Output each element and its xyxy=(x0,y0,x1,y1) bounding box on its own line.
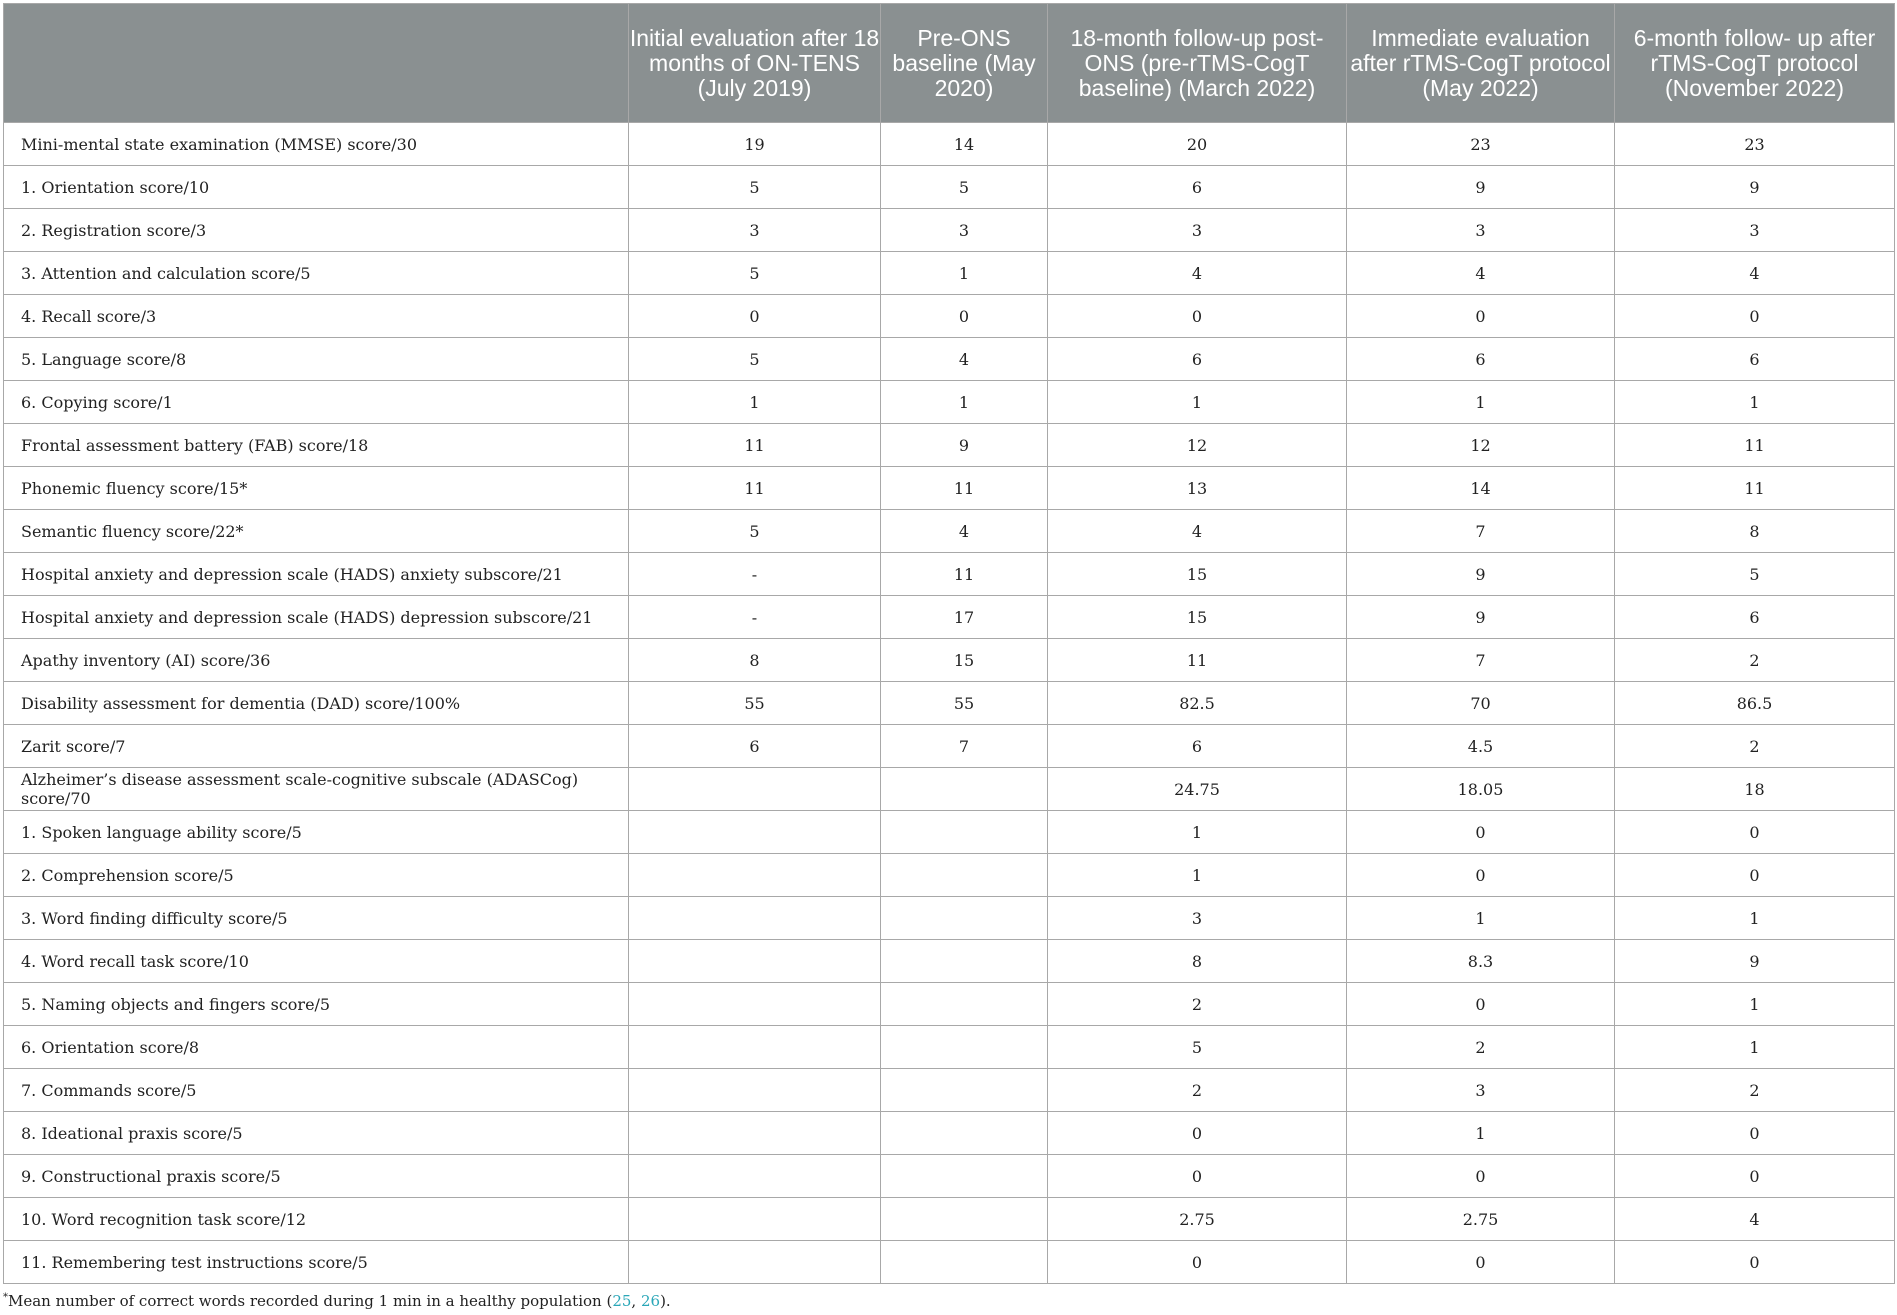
header-cell-timepoint-4: Immediate evaluation after rTMS-CogT protocol (May 2022) xyxy=(1347,4,1615,123)
value-cell: 3 xyxy=(881,209,1048,252)
value-cell: 4 xyxy=(1048,252,1347,295)
row-label-cell: 4. Recall score/3 xyxy=(4,295,629,338)
value-cell: 7 xyxy=(1347,639,1615,682)
value-cell: 55 xyxy=(881,682,1048,725)
row-label-cell: 1. Spoken language ability score/5 xyxy=(4,811,629,854)
value-cell: 1 xyxy=(1048,381,1347,424)
value-cell xyxy=(881,1241,1048,1284)
value-cell: 17 xyxy=(881,596,1048,639)
value-cell: 3 xyxy=(1347,1069,1615,1112)
value-cell: 14 xyxy=(881,123,1048,166)
row-label-cell: Zarit score/7 xyxy=(4,725,629,768)
value-cell: 1 xyxy=(629,381,881,424)
value-cell xyxy=(629,854,881,897)
value-cell: 5 xyxy=(629,166,881,209)
header-cell-timepoint-5: 6-month follow- up after rTMS-CogT protocol (November 2022) xyxy=(1615,4,1895,123)
table-row xyxy=(4,1026,1895,1069)
value-cell: 1 xyxy=(1615,381,1895,424)
value-cell xyxy=(629,940,881,983)
value-cell: 11 xyxy=(881,553,1048,596)
row-label-cell: 6. Orientation score/8 xyxy=(4,1026,629,1069)
value-cell: 0 xyxy=(1615,1155,1895,1198)
value-cell: 3 xyxy=(1048,897,1347,940)
value-cell: - xyxy=(629,596,881,639)
table-row xyxy=(4,897,1895,940)
value-cell: 4 xyxy=(1347,252,1615,295)
row-label-cell: Semantic fluency score/22* xyxy=(4,510,629,553)
value-cell xyxy=(629,983,881,1026)
table-row xyxy=(4,1112,1895,1155)
value-cell xyxy=(629,1069,881,1112)
value-cell xyxy=(881,940,1048,983)
row-label-cell: Hospital anxiety and depression scale (HADS) depression subscore/21 xyxy=(4,596,629,639)
value-cell: 11 xyxy=(881,467,1048,510)
row-label-cell: 6. Copying score/1 xyxy=(4,381,629,424)
footnote-text: Mean number of correct words recorded during 1 min in a healthy population ( xyxy=(8,1292,613,1310)
table-row xyxy=(4,424,1895,467)
value-cell: 5 xyxy=(629,510,881,553)
header-cell-timepoint-1: Initial evaluation after 18 months of ON-TENS (July 2019) xyxy=(629,4,881,123)
row-label-cell: 5. Naming objects and fingers score/5 xyxy=(4,983,629,1026)
row-label-cell: Apathy inventory (AI) score/36 xyxy=(4,639,629,682)
row-label-cell: 2. Registration score/3 xyxy=(4,209,629,252)
value-cell: 8 xyxy=(1048,940,1347,983)
table-row xyxy=(4,682,1895,725)
value-cell: 9 xyxy=(1615,940,1895,983)
value-cell: 6 xyxy=(1615,338,1895,381)
header-cell-timepoint-2: Pre-ONS baseline (May 2020) xyxy=(881,4,1048,123)
table-row xyxy=(4,639,1895,682)
value-cell: 2.75 xyxy=(1347,1198,1615,1241)
value-cell: 18.05 xyxy=(1347,768,1615,811)
value-cell: 0 xyxy=(881,295,1048,338)
value-cell: 11 xyxy=(1615,424,1895,467)
value-cell: 6 xyxy=(629,725,881,768)
value-cell xyxy=(881,1198,1048,1241)
value-cell: 0 xyxy=(1048,1112,1347,1155)
value-cell: 6 xyxy=(1048,725,1347,768)
value-cell xyxy=(881,983,1048,1026)
footnote-closing: ). xyxy=(660,1292,671,1310)
value-cell: 6 xyxy=(1048,166,1347,209)
table-row xyxy=(4,983,1895,1026)
value-cell: 8.3 xyxy=(1347,940,1615,983)
value-cell: 1 xyxy=(1615,1026,1895,1069)
value-cell: 2 xyxy=(1347,1026,1615,1069)
table-row xyxy=(4,725,1895,768)
value-cell: 23 xyxy=(1347,123,1615,166)
value-cell: 0 xyxy=(1347,983,1615,1026)
table-row xyxy=(4,381,1895,424)
value-cell: 8 xyxy=(1615,510,1895,553)
value-cell: 9 xyxy=(1347,596,1615,639)
value-cell: 11 xyxy=(629,467,881,510)
value-cell: 23 xyxy=(1615,123,1895,166)
row-label-cell: Mini-mental state examination (MMSE) score/30 xyxy=(4,123,629,166)
value-cell: 15 xyxy=(881,639,1048,682)
value-cell: 15 xyxy=(1048,553,1347,596)
table-container xyxy=(3,3,1894,1284)
value-cell: - xyxy=(629,553,881,596)
value-cell: 1 xyxy=(881,381,1048,424)
footnote-separator: , xyxy=(631,1292,641,1310)
row-label-cell: 3. Word finding difficulty score/5 xyxy=(4,897,629,940)
value-cell: 9 xyxy=(1347,166,1615,209)
value-cell: 0 xyxy=(1615,1241,1895,1284)
row-label-cell: 7. Commands score/5 xyxy=(4,1069,629,1112)
value-cell: 0 xyxy=(1048,1241,1347,1284)
value-cell xyxy=(881,768,1048,811)
value-cell: 2 xyxy=(1048,983,1347,1026)
row-label-cell: Disability assessment for dementia (DAD) score/100% xyxy=(4,682,629,725)
table-row xyxy=(4,1069,1895,1112)
value-cell xyxy=(881,1155,1048,1198)
value-cell: 5 xyxy=(629,252,881,295)
row-label-cell: 5. Language score/8 xyxy=(4,338,629,381)
table-row xyxy=(4,209,1895,252)
header-cell-timepoint-3: 18-month follow-up post-ONS (pre-rTMS-CogT baseline) (March 2022) xyxy=(1048,4,1347,123)
value-cell xyxy=(881,1069,1048,1112)
row-label-cell: 4. Word recall task score/10 xyxy=(4,940,629,983)
value-cell: 5 xyxy=(1615,553,1895,596)
value-cell: 1 xyxy=(1615,897,1895,940)
value-cell: 4.5 xyxy=(1347,725,1615,768)
value-cell xyxy=(629,811,881,854)
value-cell xyxy=(881,854,1048,897)
table-row xyxy=(4,596,1895,639)
table-row xyxy=(4,811,1895,854)
value-cell: 3 xyxy=(629,209,881,252)
reference-link-26[interactable]: 26 xyxy=(640,1292,661,1310)
value-cell: 0 xyxy=(1347,295,1615,338)
table-row xyxy=(4,940,1895,983)
results-table xyxy=(3,3,1895,1284)
value-cell: 14 xyxy=(1347,467,1615,510)
value-cell: 5 xyxy=(1048,1026,1347,1069)
value-cell: 3 xyxy=(1615,209,1895,252)
value-cell: 2 xyxy=(1615,639,1895,682)
value-cell: 7 xyxy=(1347,510,1615,553)
value-cell xyxy=(629,1155,881,1198)
table-row xyxy=(4,1198,1895,1241)
value-cell: 6 xyxy=(1048,338,1347,381)
value-cell: 2 xyxy=(1048,1069,1347,1112)
row-label-cell: 3. Attention and calculation score/5 xyxy=(4,252,629,295)
row-label-cell: 1. Orientation score/10 xyxy=(4,166,629,209)
value-cell: 0 xyxy=(1347,811,1615,854)
value-cell: 12 xyxy=(1048,424,1347,467)
value-cell: 2.75 xyxy=(1048,1198,1347,1241)
value-cell: 1 xyxy=(1347,1112,1615,1155)
value-cell: 11 xyxy=(1615,467,1895,510)
table-row xyxy=(4,1241,1895,1284)
value-cell: 0 xyxy=(1347,854,1615,897)
value-cell xyxy=(629,1198,881,1241)
row-label-cell: 10. Word recognition task score/12 xyxy=(4,1198,629,1241)
value-cell: 0 xyxy=(1615,295,1895,338)
row-label-cell: 2. Comprehension score/5 xyxy=(4,854,629,897)
value-cell xyxy=(629,1241,881,1284)
value-cell: 1 xyxy=(1615,983,1895,1026)
value-cell: 3 xyxy=(1048,209,1347,252)
table-row xyxy=(4,252,1895,295)
value-cell: 0 xyxy=(1048,1155,1347,1198)
value-cell: 18 xyxy=(1615,768,1895,811)
value-cell: 0 xyxy=(1615,854,1895,897)
footnote xyxy=(3,1292,671,1310)
table-body xyxy=(4,123,1895,1284)
row-label-cell: 11. Remembering test instructions score/5 xyxy=(4,1241,629,1284)
value-cell xyxy=(881,1112,1048,1155)
value-cell xyxy=(629,897,881,940)
value-cell: 13 xyxy=(1048,467,1347,510)
value-cell: 6 xyxy=(1615,596,1895,639)
value-cell: 11 xyxy=(1048,639,1347,682)
value-cell: 0 xyxy=(1048,295,1347,338)
row-label-cell: Phonemic fluency score/15* xyxy=(4,467,629,510)
table-row xyxy=(4,854,1895,897)
value-cell: 11 xyxy=(629,424,881,467)
value-cell: 70 xyxy=(1347,682,1615,725)
row-label-cell: Alzheimer’s disease assessment scale-cognitive subscale (ADASCog) score/70 xyxy=(4,768,629,811)
value-cell xyxy=(629,1112,881,1155)
table-row xyxy=(4,338,1895,381)
table-row xyxy=(4,553,1895,596)
value-cell: 15 xyxy=(1048,596,1347,639)
table-row xyxy=(4,467,1895,510)
table-row xyxy=(4,510,1895,553)
value-cell: 0 xyxy=(1615,811,1895,854)
value-cell: 0 xyxy=(1347,1241,1615,1284)
row-label-cell: 8. Ideational praxis score/5 xyxy=(4,1112,629,1155)
footnote-marker: * xyxy=(3,1292,8,1303)
row-label-cell: 9. Constructional praxis score/5 xyxy=(4,1155,629,1198)
value-cell: 4 xyxy=(881,510,1048,553)
value-cell: 5 xyxy=(881,166,1048,209)
table-header-row xyxy=(4,4,1895,123)
value-cell: 1 xyxy=(1347,381,1615,424)
value-cell: 8 xyxy=(629,639,881,682)
value-cell: 0 xyxy=(629,295,881,338)
value-cell xyxy=(629,768,881,811)
value-cell: 2 xyxy=(1615,1069,1895,1112)
value-cell: 1 xyxy=(1048,854,1347,897)
header-cell-measure xyxy=(4,4,629,123)
row-label-cell: Frontal assessment battery (FAB) score/18 xyxy=(4,424,629,467)
value-cell: 6 xyxy=(1347,338,1615,381)
value-cell xyxy=(881,897,1048,940)
value-cell: 4 xyxy=(1048,510,1347,553)
value-cell: 20 xyxy=(1048,123,1347,166)
table-row xyxy=(4,295,1895,338)
value-cell: 9 xyxy=(1615,166,1895,209)
value-cell: 4 xyxy=(881,338,1048,381)
value-cell: 3 xyxy=(1347,209,1615,252)
value-cell: 1 xyxy=(1048,811,1347,854)
table-row xyxy=(4,1155,1895,1198)
table-row xyxy=(4,166,1895,209)
value-cell: 2 xyxy=(1615,725,1895,768)
value-cell: 7 xyxy=(881,725,1048,768)
value-cell xyxy=(629,1026,881,1069)
value-cell: 12 xyxy=(1347,424,1615,467)
value-cell: 9 xyxy=(1347,553,1615,596)
value-cell: 4 xyxy=(1615,1198,1895,1241)
value-cell: 0 xyxy=(1615,1112,1895,1155)
value-cell: 19 xyxy=(629,123,881,166)
value-cell: 1 xyxy=(881,252,1048,295)
table-row xyxy=(4,123,1895,166)
value-cell xyxy=(881,1026,1048,1069)
value-cell: 0 xyxy=(1347,1155,1615,1198)
value-cell: 82.5 xyxy=(1048,682,1347,725)
table-row xyxy=(4,768,1895,811)
value-cell: 9 xyxy=(881,424,1048,467)
value-cell: 86.5 xyxy=(1615,682,1895,725)
value-cell: 24.75 xyxy=(1048,768,1347,811)
reference-link-25[interactable]: 25 xyxy=(612,1292,632,1310)
value-cell: 5 xyxy=(629,338,881,381)
value-cell: 4 xyxy=(1615,252,1895,295)
value-cell: 55 xyxy=(629,682,881,725)
value-cell: 1 xyxy=(1347,897,1615,940)
row-label-cell: Hospital anxiety and depression scale (HADS) anxiety subscore/21 xyxy=(4,553,629,596)
value-cell xyxy=(881,811,1048,854)
